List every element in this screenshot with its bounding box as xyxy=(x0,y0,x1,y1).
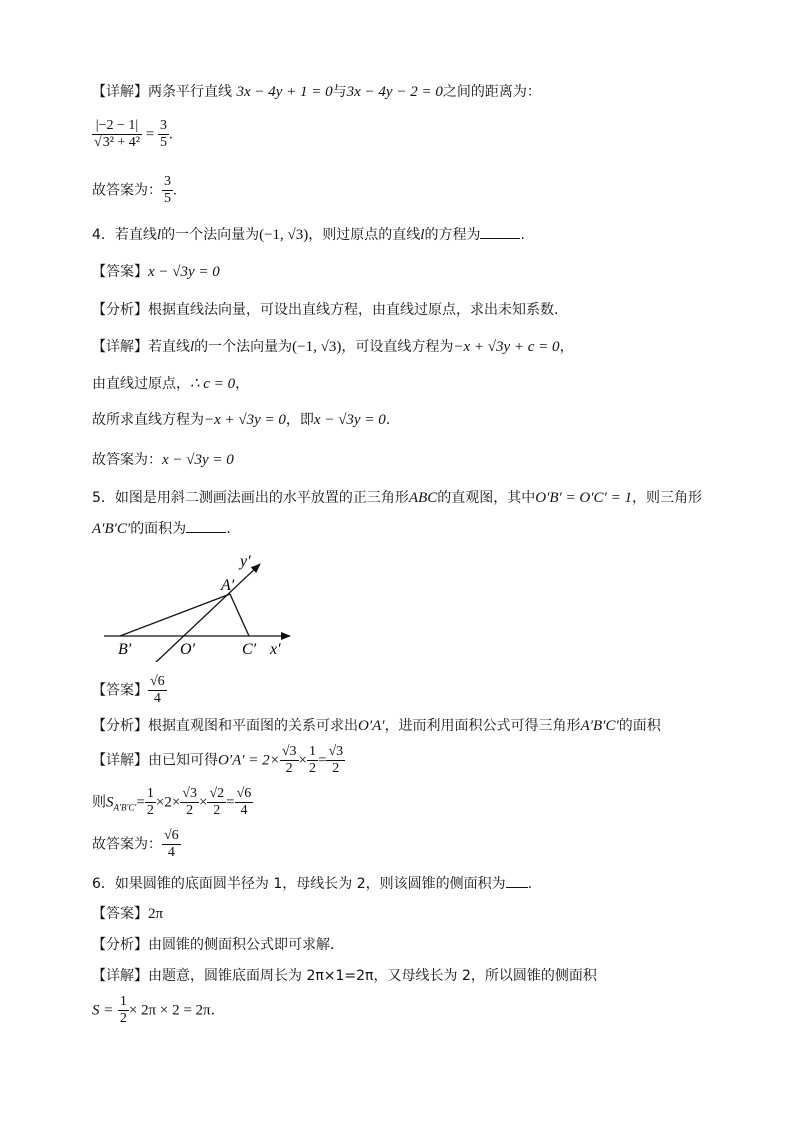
answer-prefix: 故答案为： xyxy=(92,452,162,468)
q4-detail-line3: 故所求直线方程为−x + √3y = 0，即x − √3y = 0. xyxy=(92,412,391,428)
q5-stem: 5．如图是用斜二测画法画出的水平放置的正三角形ABC的直观图，其中O′B′ = O′C′ = 1，则三角形 xyxy=(92,490,702,506)
label-y-prime: y′ xyxy=(240,553,251,570)
detail-tag: 【详解】 xyxy=(92,84,148,100)
label-x-prime: x′ xyxy=(270,641,281,658)
analysis-text: 根据直线法向量，可设出直线方程，由直线过原点，求出未知系数. xyxy=(148,302,559,318)
fraction-denominator: 5 xyxy=(159,135,167,150)
label-c-prime: C′ xyxy=(242,641,257,658)
answer-prefix: 故答案为： xyxy=(92,182,162,199)
detail-tag: 【详解】 xyxy=(92,339,148,355)
q4-answer xyxy=(92,262,220,282)
q3-final-answer: 故答案为： $\frac{3}{5}$ . xyxy=(92,174,177,206)
fraction-numerator: 3 xyxy=(164,174,171,189)
q4-detail: 【详解】若直线l的一个法向量为(−1, √3)，可设直线方程为−x + √3y + c = 0， xyxy=(92,339,574,355)
answer-tag: 【答案】 xyxy=(92,682,148,699)
equation: 3x − 4y − 2 = 0 xyxy=(346,84,443,100)
detail-text: 之间的距离为： xyxy=(442,84,541,100)
q3-distance-formula: $\frac{|-2 - 1|}{\text{√3² + 4²}}$ = $\frac{3}{5}$ . xyxy=(94,118,173,150)
q5-detail: 【详解】由已知可得O′A′ = 2× $\frac{√3}{2}$ × $\frac{1}{2}$ = $\frac{√3}{2}$ xyxy=(92,744,344,776)
label-b-prime: B′ xyxy=(118,641,132,658)
q5-analysis: 【分析】根据直观图和平面图的关系可求出O′A′，进而利用面积公式可得三角形A′B′C′的面积 xyxy=(92,718,661,734)
equation: 3x − 4y + 1 = 0 xyxy=(236,84,333,100)
detail-tag: 【详解】 xyxy=(92,968,148,984)
q6-formula: S = $\frac{1}{2}$ × 2π × 2 = 2π． xyxy=(92,994,225,1026)
q5-area-calc: 则$S_{A'B'C'}=$ $\frac{1}{2}$ ×2× $\frac{√3}{2}$ × $\frac{√2}{2}$ = $\frac{√6}{4}$ xyxy=(92,786,252,818)
vector: (−1, √3) xyxy=(259,227,309,243)
question-text: 5．如图是用斜二测画法画出的水平放置的正三角形 xyxy=(92,490,409,506)
triangle-side-ac xyxy=(230,594,249,636)
q4-final-answer xyxy=(92,450,234,470)
detail-text: 与 xyxy=(332,84,347,100)
analysis-tag: 【分析】 xyxy=(92,937,148,953)
q4-stem: 4．若直线l的一个法向量为(−1, √3)，则过原点的直线l的方程为 . xyxy=(92,224,525,245)
q5-stem-line2: A′B′C′的面积为 . xyxy=(92,518,231,539)
q5-final-answer: 故答案为： $\frac{√6}{4}$ xyxy=(92,828,179,860)
answer-blank xyxy=(186,518,226,533)
detail-tag: 【详解】 xyxy=(92,752,148,769)
q4-detail-line2: 由直线过原点，∴ c = 0， xyxy=(92,376,250,392)
question-text: 4．若直线 xyxy=(92,227,157,243)
q6-stem: 6．如果圆锥的底面圆半径为 1，母线长为 2，则该圆锥的侧面积为 . xyxy=(92,873,532,894)
analysis-tag: 【分析】 xyxy=(92,302,148,318)
fraction-denominator: 5 xyxy=(164,191,171,206)
answer-blank xyxy=(506,873,528,888)
fraction-numerator: 3 xyxy=(159,118,167,133)
answer-value: 2π xyxy=(148,906,164,922)
label-o-prime: O′ xyxy=(180,641,196,658)
oblique-projection-figure xyxy=(96,552,306,662)
answer-tag: 【答案】 xyxy=(92,264,148,280)
q5-answer: 【答案】 $\frac{√6}{4}$ xyxy=(92,674,165,706)
q6-analysis: 【分析】由圆锥的侧面积公式即可求解． xyxy=(92,937,344,953)
answer-tag: 【答案】 xyxy=(92,906,148,922)
answer-blank xyxy=(480,224,520,239)
fraction-denominator: 3² + 4² xyxy=(102,135,140,150)
question-text: 6．如果圆锥的底面圆半径为 1，母线长为 2，则该圆锥的侧面积为 xyxy=(92,876,506,892)
q4-analysis xyxy=(92,300,558,320)
answer-value: x − √3y = 0 xyxy=(148,264,220,280)
q6-detail: 【详解】由题意，圆锥底面周长为 2π×1=2π，又母线长为 2，所以圆锥的侧面积 xyxy=(92,968,597,984)
q3-detail-line xyxy=(92,82,541,102)
answer-prefix: 故答案为： xyxy=(92,836,162,853)
fraction-numerator: |−2 − 1| xyxy=(92,118,142,135)
detail-text: 两条平行直线 xyxy=(148,84,232,100)
answer-value: x − √3y = 0 xyxy=(162,452,234,468)
label-a-prime: A′ xyxy=(221,577,235,594)
analysis-tag: 【分析】 xyxy=(92,718,148,734)
q6-answer xyxy=(92,904,163,924)
triangle-side-ba xyxy=(120,594,230,636)
